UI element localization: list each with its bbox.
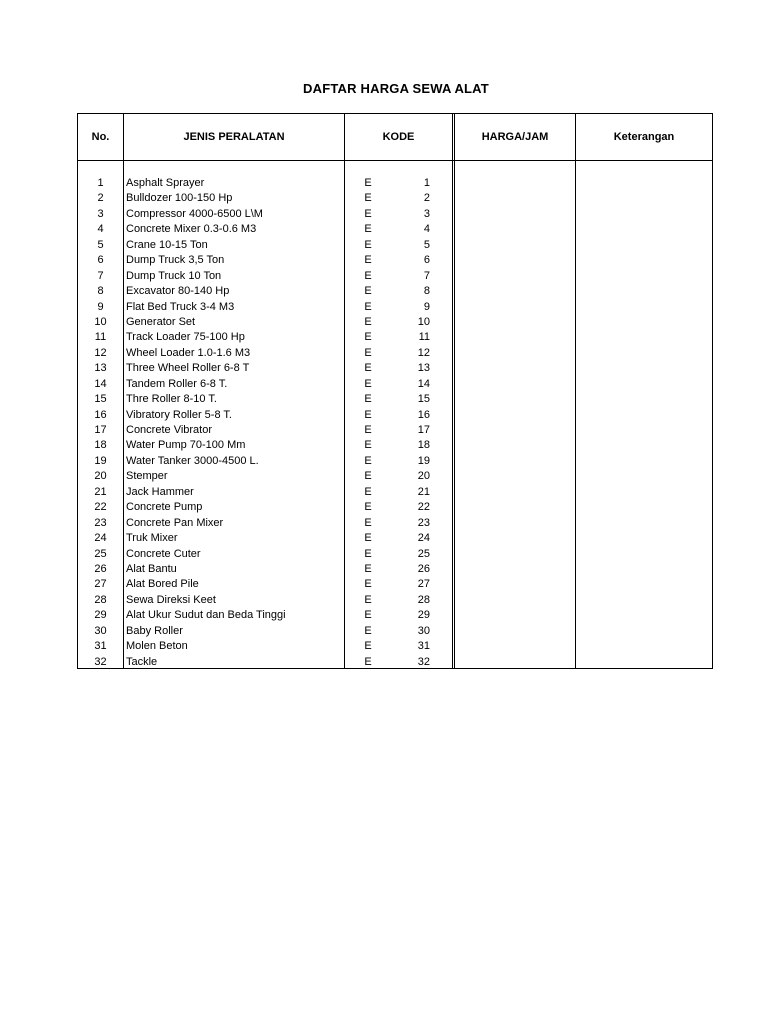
equipment-name: Concrete Pan Mixer: [126, 516, 224, 529]
table-row: [78, 330, 712, 345]
table-row: [78, 222, 712, 237]
table-row: [78, 300, 712, 315]
equipment-name: Water Pump 70-100 Mm: [126, 439, 246, 452]
row-number: 28: [94, 593, 107, 606]
table-row: [78, 469, 712, 484]
equipment-code-number: 27: [417, 578, 430, 591]
equipment-code-number: 12: [417, 346, 430, 359]
equipment-code-letter: E: [364, 223, 372, 236]
equipment-code-number: 17: [417, 424, 430, 436]
equipment-name: Compressor 4000-6500 L\M: [126, 207, 263, 220]
equipment-code-number: 29: [417, 609, 430, 622]
equipment-code-letter: E: [364, 470, 372, 483]
equipment-code-number: 9: [423, 300, 430, 313]
equipment-code-letter: E: [364, 269, 372, 282]
row-number: 29: [94, 609, 107, 622]
table-row: [78, 423, 712, 438]
row-number: 17: [94, 424, 107, 436]
row-number: 16: [94, 408, 107, 421]
equipment-code-letter: E: [364, 300, 372, 313]
equipment-code-letter: E: [364, 562, 372, 575]
equipment-name: Jack Hammer: [126, 485, 194, 498]
table-row: [78, 176, 712, 191]
equipment-code-number: 15: [417, 393, 430, 406]
equipment-code-letter: E: [364, 593, 372, 606]
equipment-code-letter: E: [364, 362, 372, 375]
equipment-code-letter: E: [364, 393, 372, 406]
row-number: 27: [94, 578, 107, 591]
row-number: 8: [97, 285, 104, 298]
row-number: 5: [97, 238, 104, 251]
equipment-code-number: 4: [423, 223, 430, 236]
equipment-code-letter: E: [364, 454, 372, 467]
equipment-name: Water Tanker 3000-4500 L.: [126, 454, 259, 467]
equipment-name: Wheel Loader 1.0-1.6 M3: [126, 346, 251, 359]
row-number: 2: [97, 192, 104, 205]
page-title: DAFTAR HARGA SEWA ALAT: [303, 81, 489, 96]
equipment-name: Stemper: [126, 470, 168, 483]
equipment-code-number: 24: [417, 532, 430, 545]
row-number: 11: [94, 331, 107, 344]
table-row: [78, 191, 712, 206]
header-keterangan: Keterangan: [613, 131, 675, 143]
table-row: [78, 547, 712, 562]
equipment-code-number: 23: [417, 516, 430, 529]
equipment-name: Truk Mixer: [126, 532, 178, 545]
table-row: [78, 608, 712, 623]
equipment-code-number: 32: [417, 655, 430, 668]
table-row: [78, 408, 712, 423]
equipment-code-number: 25: [417, 547, 430, 560]
table-row: [78, 562, 712, 577]
equipment-code-letter: E: [364, 532, 372, 545]
row-number: 15: [94, 393, 107, 406]
table-row: [78, 284, 712, 299]
equipment-code-letter: E: [364, 640, 372, 653]
equipment-name: Dump Truck 3,5 Ton: [126, 254, 225, 267]
row-number: 32: [94, 655, 107, 668]
header-jenis-peralatan: JENIS PERALATAN: [183, 131, 285, 143]
table-row: [78, 346, 712, 361]
equipment-code-number: 1: [423, 177, 430, 189]
equipment-name: Flat Bed Truck 3-4 M3: [126, 300, 235, 313]
equipment-code-letter: E: [364, 192, 372, 205]
equipment-code-letter: E: [364, 346, 372, 359]
equipment-name: Asphalt Sprayer: [126, 177, 205, 189]
price-table: [77, 113, 713, 669]
equipment-code-letter: E: [364, 408, 372, 421]
table-row: [78, 531, 712, 546]
equipment-name: Vibratory Roller 5-8 T.: [126, 408, 232, 421]
equipment-code-number: 31: [417, 640, 430, 653]
table-row: [78, 577, 712, 592]
row-number: 21: [94, 485, 107, 498]
equipment-code-letter: E: [364, 377, 372, 390]
equipment-name: Molen Beton: [126, 640, 188, 653]
row-number: 1: [97, 177, 104, 189]
table-row: [78, 500, 712, 515]
row-number: 31: [94, 640, 107, 653]
table-row: [78, 238, 712, 253]
equipment-name: Dump Truck 10 Ton: [126, 269, 222, 282]
row-number: 3: [97, 207, 104, 220]
equipment-name: Concrete Vibrator: [126, 424, 213, 436]
table-row: [78, 655, 712, 670]
equipment-name: Bulldozer 100-150 Hp: [126, 192, 233, 205]
equipment-code-number: 3: [423, 207, 430, 220]
equipment-name: Three Wheel Roller 6-8 T: [126, 362, 250, 375]
equipment-code-letter: E: [364, 207, 372, 220]
equipment-code-number: 30: [417, 624, 430, 637]
row-number: 10: [94, 315, 107, 328]
table-row: [78, 624, 712, 639]
equipment-name: Tackle: [126, 655, 158, 668]
equipment-code-letter: E: [364, 609, 372, 622]
header-harga-jam: HARGA/JAM: [481, 131, 549, 143]
equipment-name: Alat Bored Pile: [126, 578, 199, 591]
header-kode: KODE: [382, 131, 415, 143]
header-no: No.: [91, 131, 110, 143]
equipment-name: Baby Roller: [126, 624, 183, 637]
equipment-name: Concrete Pump: [126, 501, 203, 514]
table-row: [78, 454, 712, 469]
table-row: [78, 315, 712, 330]
equipment-code-letter: E: [364, 655, 372, 668]
table-row: [78, 516, 712, 531]
row-number: 14: [94, 377, 107, 390]
equipment-code-number: 26: [417, 562, 430, 575]
row-number: 24: [94, 532, 107, 545]
equipment-name: Generator Set: [126, 315, 196, 328]
equipment-code-letter: E: [364, 331, 372, 344]
equipment-code-number: 14: [417, 377, 430, 390]
equipment-name: Tandem Roller 6-8 T.: [126, 377, 228, 390]
table-row: [78, 485, 712, 500]
equipment-code-letter: E: [364, 315, 372, 328]
equipment-code-letter: E: [364, 439, 372, 452]
row-number: 23: [94, 516, 107, 529]
table-body: [78, 176, 712, 670]
equipment-code-letter: E: [364, 501, 372, 514]
equipment-code-number: 20: [417, 470, 430, 483]
equipment-code-number: 21: [417, 485, 430, 498]
equipment-code-number: 7: [423, 269, 430, 282]
equipment-code-number: 28: [417, 593, 430, 606]
table-row: [78, 269, 712, 284]
equipment-code-letter: E: [364, 254, 372, 267]
equipment-name: Excavator 80-140 Hp: [126, 285, 230, 298]
row-number: 20: [94, 470, 107, 483]
row-number: 18: [94, 439, 107, 452]
equipment-name: Concrete Mixer 0.3-0.6 M3: [126, 223, 257, 236]
equipment-code-number: 8: [423, 285, 430, 298]
equipment-code-letter: E: [364, 177, 372, 189]
row-number: 6: [97, 254, 104, 267]
equipment-code-letter: E: [364, 578, 372, 591]
equipment-code-number: 18: [417, 439, 430, 452]
equipment-code-letter: E: [364, 516, 372, 529]
table-row: [78, 438, 712, 453]
row-number: 12: [94, 346, 107, 359]
equipment-code-number: 5: [423, 238, 430, 251]
table-row: [78, 377, 712, 392]
row-number: 13: [94, 362, 107, 375]
equipment-code-number: 11: [418, 331, 430, 344]
equipment-code-letter: E: [364, 485, 372, 498]
equipment-name: Crane 10-15 Ton: [126, 238, 208, 251]
equipment-name: Alat Ukur Sudut dan Beda Tinggi: [126, 609, 286, 622]
equipment-code-number: 10: [417, 315, 430, 328]
row-number: 22: [94, 501, 107, 514]
table-row: [78, 593, 712, 608]
row-number: 25: [94, 547, 107, 560]
table-row: [78, 361, 712, 376]
equipment-code-number: 6: [423, 254, 430, 267]
table-row: [78, 392, 712, 407]
equipment-name: Thre Roller 8-10 T.: [126, 393, 217, 406]
equipment-code-letter: E: [364, 424, 372, 436]
row-number: 9: [97, 300, 104, 313]
table-row: [78, 253, 712, 268]
equipment-name: Alat Bantu: [126, 562, 177, 575]
equipment-code-number: 19: [417, 454, 430, 467]
equipment-name: Track Loader 75-100 Hp: [126, 331, 245, 344]
equipment-code-letter: E: [364, 624, 372, 637]
equipment-code-number: 13: [417, 362, 430, 375]
row-number: 19: [94, 454, 107, 467]
equipment-name: Sewa Direksi Keet: [126, 593, 216, 606]
equipment-code-letter: E: [364, 285, 372, 298]
row-number: 7: [97, 269, 104, 282]
equipment-code-number: 2: [423, 192, 430, 205]
equipment-code-letter: E: [364, 238, 372, 251]
equipment-code-number: 22: [417, 501, 430, 514]
row-number: 26: [94, 562, 107, 575]
equipment-code-letter: E: [364, 547, 372, 560]
table-row: [78, 207, 712, 222]
row-number: 30: [94, 624, 107, 637]
row-number: 4: [97, 223, 104, 236]
equipment-code-number: 16: [417, 408, 430, 421]
table-row: [78, 639, 712, 654]
equipment-name: Concrete Cuter: [126, 547, 201, 560]
